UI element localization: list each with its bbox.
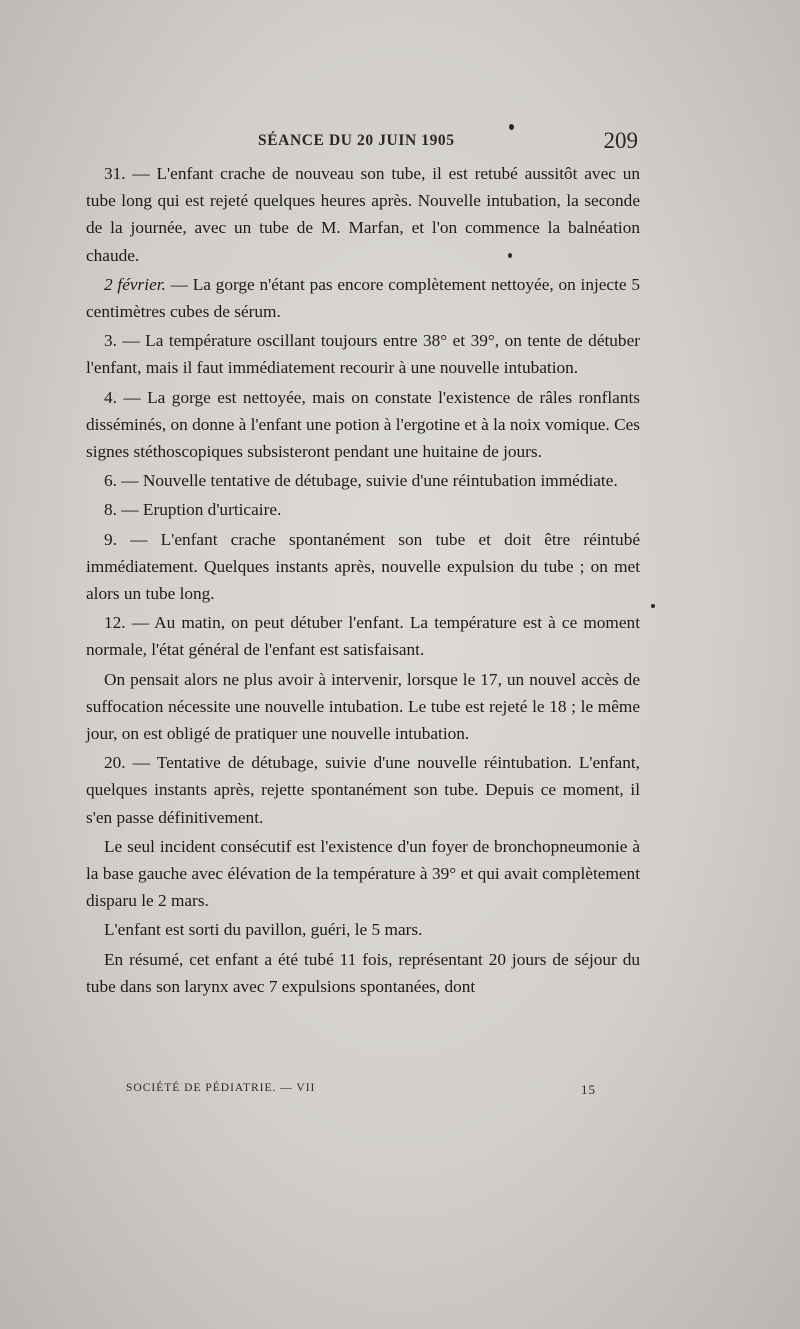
paragraph-9: 9. — L'enfant crache spontanément son tube et doit être réintubé immédiatement. Quelques instants après, nouvelle expulsion du tube ; on met alors un tube long. <box>86 529 640 604</box>
paragraph-8: 8. — Eruption d'urticaire. <box>104 500 282 520</box>
ink-speck <box>509 124 514 130</box>
body-text <box>86 160 640 1002</box>
paragraph-20: 20. — Tentative de détubage, suivie d'une nouvelle réintubation. L'enfant, quelques instants après, rejette spontanément son tube. Depuis ce moment, il s'en passe définitivement. <box>86 753 640 827</box>
paragraph-2-feb-text: — La gorge n'étant pas encore complètement nettoyée, on injecte 5 centimètres cubes de sérum. <box>86 274 640 322</box>
paragraph-2-feb <box>86 271 640 325</box>
paragraph-3: 3. — La température oscillant toujours entre 38° et 39°, on tente de détuber l'enfant, mais il faut immédiatement recourir à une nouvelle intubation. <box>86 331 640 378</box>
date-label-feb: 2 février. <box>104 274 166 294</box>
paragraph-17: On pensait alors ne plus avoir à intervenir, lorsque le 17, un nouvel accès de suffocation nécessite une nouvelle intubation. Le tube est rejeté le 18 ; le même jour, on est obligé de pratiquer une nouvelle intubation. <box>86 669 640 744</box>
paragraph-31-jan: 31. — L'enfant crache de nouveau son tube, il est retubé aussitôt avec un tube long qui est rejeté quelques heures après. Nouvelle intubation, la seconde de la journée, avec un tube de M. Marfan, et l'on commence la balnéation chaude. <box>86 164 640 265</box>
ink-speck <box>651 604 655 608</box>
page-footer <box>126 1080 596 1102</box>
paragraph-6: 6. — Nouvelle tentative de détubage, suivie d'une réintubation immédiate. <box>104 471 618 491</box>
footer-signature: SOCIÉTÉ DE PÉDIATRIE. — VII <box>126 1082 316 1094</box>
ink-speck <box>508 253 512 258</box>
paragraph-12: 12. — Au matin, on peut détuber l'enfant. La température est à ce moment normale, l'état général de l'enfant est satisfaisant. <box>86 613 640 660</box>
paragraph-incident: Le seul incident consécutif est l'existence d'un foyer de bronchopneumonie à la base gauche avec élévation de la température à 39° et qui avait complètement disparu le 2 mars. <box>86 836 640 911</box>
page-number: 209 <box>603 128 638 153</box>
footer-sheet-number: 15 <box>581 1082 596 1097</box>
paragraph-summary: En résumé, cet enfant a été tubé 11 fois, représentant 20 jours de séjour du tube dans son larynx avec 7 expulsions spontanées, dont <box>86 949 640 996</box>
paragraph-discharge: L'enfant est sorti du pavillon, guéri, le 5 mars. <box>104 920 423 940</box>
running-title: SÉANCE DU 20 JUIN 1905 <box>258 132 455 149</box>
page-header <box>86 128 638 158</box>
paragraph-4: 4. — La gorge est nettoyée, mais on constate l'existence de râles ronflants disséminés, on donne à l'enfant une potion à l'ergotine et à la noix vomique. Ces signes stéthoscopiques subsisteront pendant une huitaine de jours. <box>86 387 640 462</box>
